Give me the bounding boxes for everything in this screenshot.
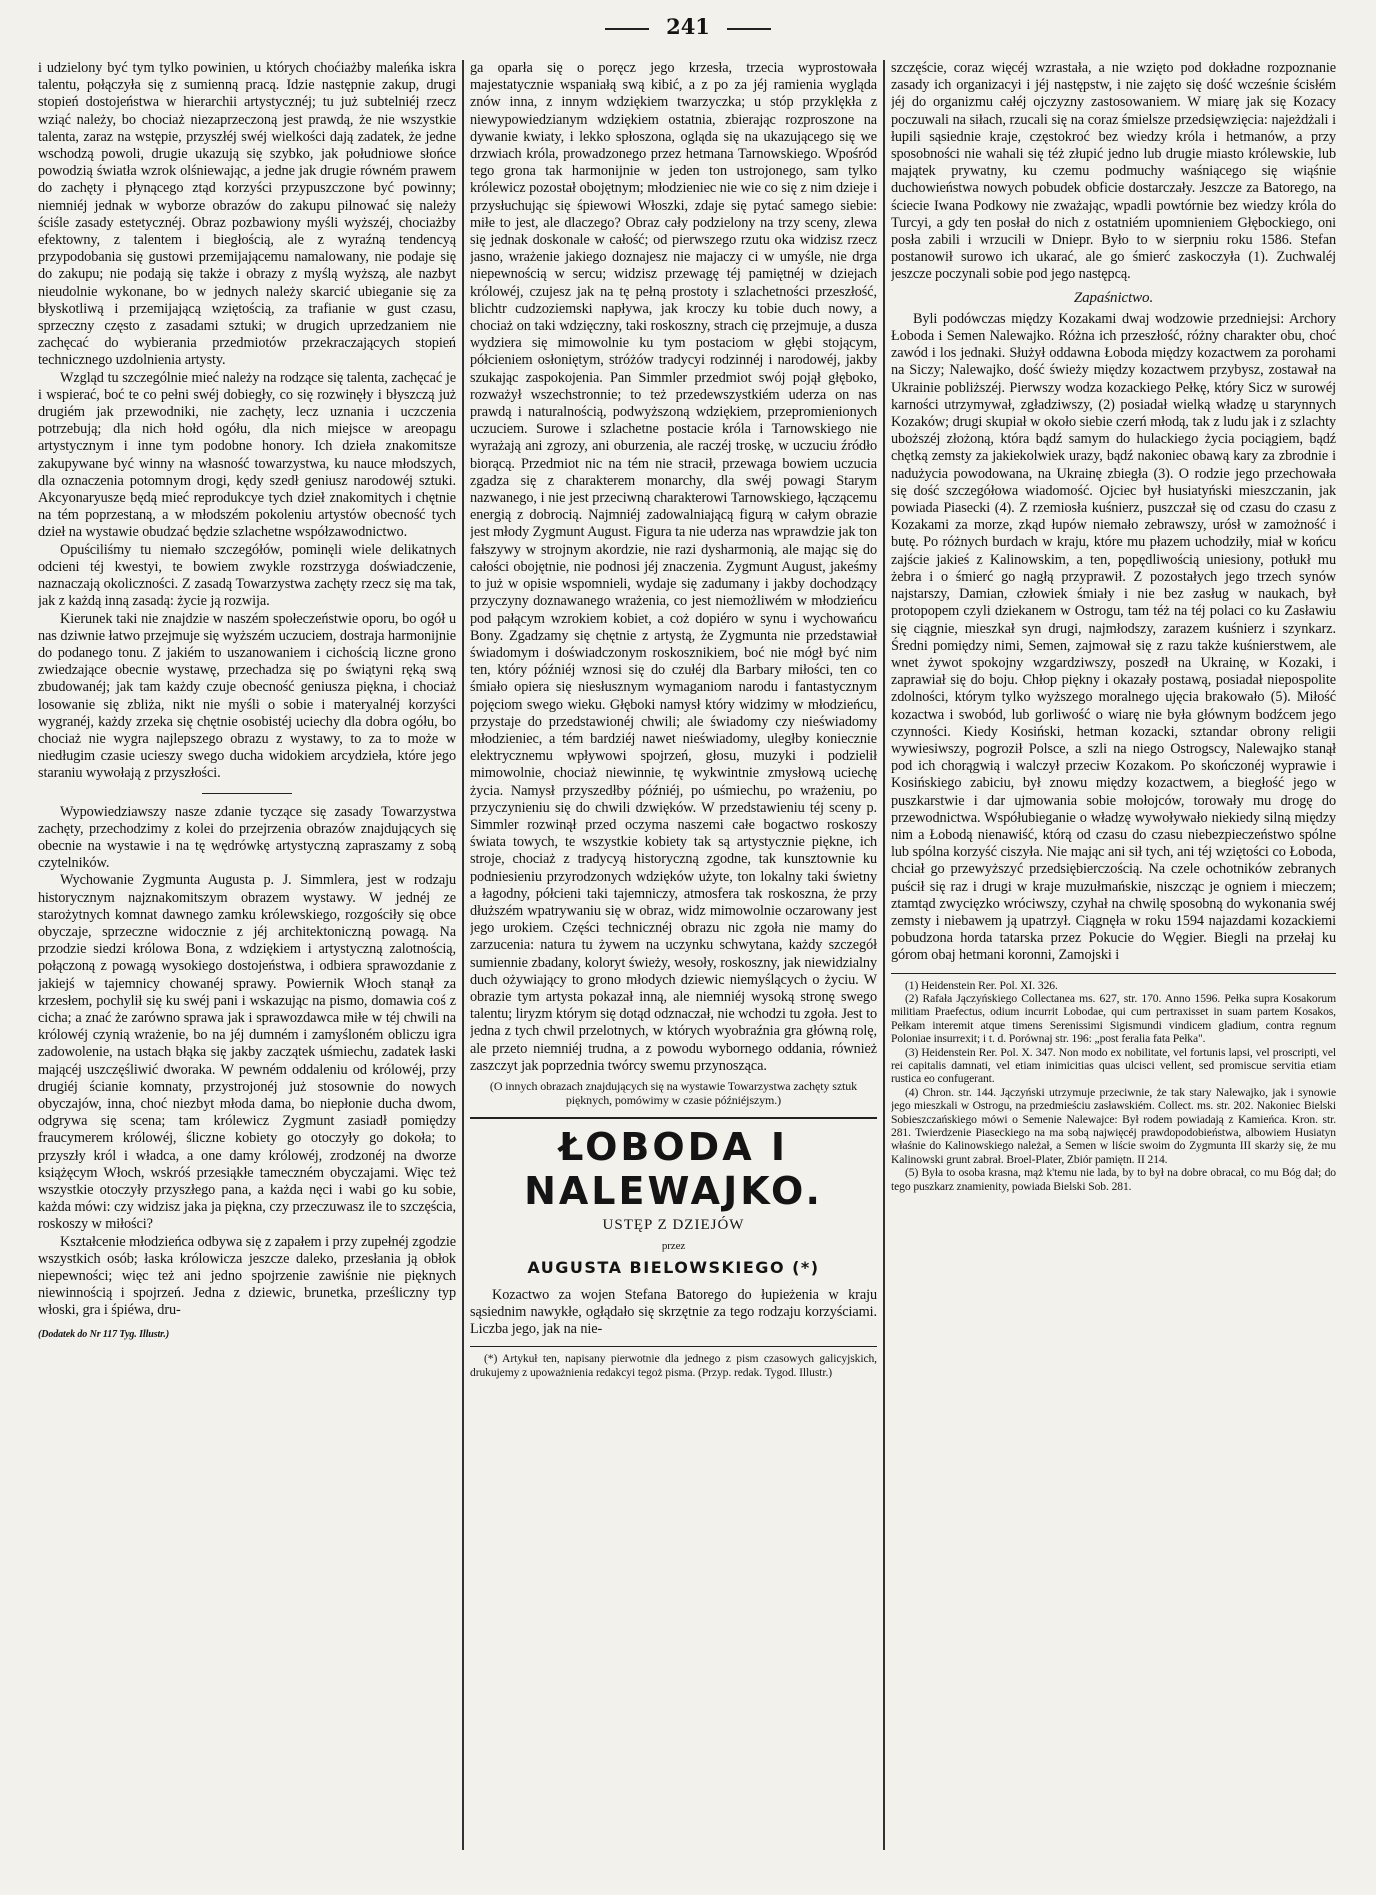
footnote: (3) Heidenstein Rer. Pol. X. 347. Non modo ex nobilitate, vel fortunis lapsi, vel proscripti, vel rei capitalis damnati, vel etiam inimicitias quas ulcisci vellent, sed promiscue servitia etiam rustica eo confugerant. [891, 1045, 1336, 1086]
paragraph: Wychowanie Zygmunta Augusta p. J. Simmlera, jest w rodzaju historycznym najznakomitszym obrazem wystawy. W jednéj ze starożytnych komnat dawnego zamku królewskiego, rozgościły się obce obyczaje, sprzeczne widocznie z jéj architektoniczną powagą. Na przodzie siedzi królowa Bona, z wdziękiem i artystyczną zalotnością, połączoną z powagą wysokiego dostojeństwa, i odbiera sprawozdanie z jakiejś w tajemnicy chowanéj sprawy. Powiernik Włoch stanął za krzesłem, pochylił się ku swéj pani i wskazując na pismo, domawia coś z cicha; a znać że zarówno sprawa jak i sprawozdawca miłe w téj chwili na królowéj czynią wrażenie, bo na jéj dumném i zamyśloném obliczu igra zadowolenie, na ustach błąka się jakby zaczątek uśmiechu, zadatek łaski mającéj uszczęśliwić dworaka. W pewném oddaleniu od królowéj, przy drugiéj ścianie komnaty, przystrojonéj już stosownie do nowych obyczajów, inna, choć niezbyt młoda dama, bo niepłonie ducha dwom, odgrywa się scena; tam królewicz Zygmunt zasiadł pomiędzy fraucymerem królowéj, śliczne kobiety go otoczyły go dokoła; to przyszły król i władca, a one damy królowéj, zrodzonéj na dworze książęcym Włoch, wskróś przesiąkłe tameczném obyczajami. Więc też wszystkie otoczyły przyszłego pana, a każda nęci i wabi go ku sobie, każda mówi: czy widzisz jaka ja piękna, czy przeczuwasz ile to szczęścia, roskoszy w miłości? [38, 872, 456, 1233]
column-1 [38, 60, 456, 1880]
section-subhead: Zapaśnictwo. [1073, 289, 1154, 306]
paragraph: Kształcenie młodzieńca odbywa się z zapałem i przy zupełnéj zgodzie wszystkich osób; łaska królowicza jeszcze daleko, przesłania ją obłok niepewności; więc też ani jedno spojrzenie zawiśnie nie pięknych niewinnością i spojrzeń. Jedna z dziewic, brunetka, prześliczny typ włoski, gra i śpiéwa, dru- [38, 1233, 456, 1319]
footnote: (5) Była to osoba krasna, mąż k'temu nie lada, by to był na dobre obracał, co mu Bóg dał; do tego puszkarz znamienity, powiada Bielski Sob. 281. [891, 1166, 1336, 1193]
article-subtitle: USTĘP Z DZIEJÓW [602, 1216, 745, 1233]
column-2 [470, 60, 877, 1880]
footnote-rule [470, 1346, 877, 1347]
supplement-note: (Dodatek do Nr 117 Tyg. Illustr.) [38, 1328, 170, 1340]
footnote: (*) Artykuł ten, napisany pierwotnie dla jednego z pism czasowych galicyjskich, drukujemy z upoważnienia redakcyi tegoż pisma. (Przyp. redak. Tygod. Illustr.) [470, 1352, 877, 1379]
paragraph: Wypowiedziawszy nasze zdanie tyczące się zasady Towarzystwa zachęty, przechodzimy z kolei do przejrzenia obrazów znajdujących się obecnie na wystawie i na tę wędrówkę artystyczną zapraszamy z sobą czytelników. [38, 803, 456, 872]
column-3 [891, 60, 1336, 1880]
page-number-rule-right [727, 28, 771, 30]
paragraph: Wzgląd tu szczególnie mieć należy na rodzące się talenta, zachęcać je i wspierać, boć te co pełni swéj dobiegły, co się rozwinęły i błyszczą już drugiém jak przewodniki, nie zachęty, lecz uznania i uczczenia potrzebują; dla nich hołd ogółu, dla nich miejsce w areopagu artystycznym i inne tym podobne honory. Ich dzieła znakomitsze zakupywane być winny na własność towarzystwa, ku nauce młodszych, dla oznaczenia potomnym drogi, kędy szedł geniusz narodowéj sztuki. Akcyonaryusze będą mieć reprodukcye tych dzieł znakomitych i chętnie na tém poprzestaną, a w młodszém pokoleniu artystów obecność tych dzieł na wystawie obudzać będzie szlachetne współzawodnictwo. [38, 369, 456, 541]
column-divider-1 [462, 60, 464, 1850]
footnote: (2) Rafała Jączyńskiego Collectanea ms. 627, str. 170. Anno 1596. Pełka supra Kosakorum militiam Praefectus, odium incurrit Lobodae, qui cum pertraxisset in suam partem Kosakos, Pełkam interemit atque timens Serenissimi Sigismundi vindicem gladium, contra regnum Poloniae insurrexit; i t. d. Porównaj str. 196: „post feralia fata Pełka". [891, 991, 1336, 1046]
article-byline-przez: przez [661, 1240, 686, 1253]
paragraph: i udzielony być tym tylko powinien, u których choćiażby maleńka iskra talentu, połączyła się z sumienną pracą. Idzie następnie zakup, drugi stopień dostojeństwa w hierarchii artystycznéj; tu już subtelniéj rzecz wziąć należy, bo chociaż niezaprzeczoną jest prawdą, że nie wszystkie talenta, zaraz na wstępie, przyszłéj swéj wielkości dają zadatek, że jedne wschodzą powoli, drugie ukazują się szybko, jak południowe słońce powodzią światła wzrok olśniewając, a jedne jak drugie równém prawem do zachęty i płynącego ztąd korzyści przypuszczone być powinny; niemniéj jednak w wyborze obrazów do zakupu pilnować się należy ściśle zasady estetycznéj. Obraz pozbawiony myśli wyższéj, chociażby efektowny, z talentem i biegłością, ale z wyraźną tendencyą przypodobania się gustowi przemijającemu namalowany, nie podaje się do zakupu; nie podają się także i obrazy z myślą wyższą, ale nazbyt nieudolnie wykonane, bo w jednych należy skarcić ubieganie się za błyskotliwą i przemijającą wziętością, za trafianie w gust czasu, sprzeczny często z zasadami sztuki; w drugich uprzedzaniem nie zachęcać do wybierania przedmiotów przekraczających stopień technicznego uzdolnienia artysty. [38, 60, 456, 369]
paragraph: Opuściliśmy tu niemało szczegółów, pominęli wiele delikatnych odcieni téj kwestyi, te bowiem zwykle rozstrzyga doświadczenie, naznaczają okoliczności. Z zasadą Towarzystwa zachęty rzecz się ma tak, jak z każdą inną zasadą: życie ją rozwija. [38, 541, 456, 610]
article-headline: ŁOBODA I NALEWAJKO. [470, 1117, 877, 1213]
page-number [0, 14, 1376, 39]
footnote-rule [891, 973, 1336, 974]
column-divider-2 [883, 60, 885, 1850]
footnote: (1) Heidenstein Rer. Pol. XI. 326. [905, 978, 1058, 992]
footnote: (4) Chron. str. 144. Jączyński utrzymuje przeciwnie, że tak stary Nalewajko, jak i synowie jego mieszkali w Ostrogu, na przedmieściu zasławskiém. Collect. ms. str. 202. Nakoniec Bielski Sobieszczańskiego mówi o Semenie Nalewajce: Był rodem powiadają z Kamieńca. Kron. str. 281. Twierdzenie Piaseckiego na ma sobą najwięcéj prawdopodobieństwa, albowiem Husiatyn właśnie do Kalinowskiego należał, a Semen w liście swoim do Zygmunta III skarży się, że mu Kalinowski grunt zabrał. Broel-Plater, Zbiór pamiętn. II 214. [891, 1085, 1336, 1166]
section-divider [202, 793, 292, 794]
paragraph: Byli podówczas między Kozakami dwaj wodzowie przedniejsi: Archory Łoboda i Semen Nalewajko. Różna ich przeszłość, różny charakter obu, choć zawód i los jednaki. Służył oddawna Łoboda między kozactwem za porohami na Siczy; Nalewajko, dość świeży między kozactwem przybysz, zostawał na Ukrainie pobliższéj. Pierwszy wodza kozackiego Pełkę, który Sicz w surowéj karności utrzymywał, zgładziwszy, (2) posiadał wielką władzę u starynnych Kozaków; drugi skupiał w około siebie czerń młodą, tak z ludu jak i z szlachty uboższéj złożoną, która bądź samym do hulackiego życia pociągiem, bądź chętką zemsty za jakiekolwiek urazy, bądź nakoniec obawą kary za zbrodnie i nadużycia powodowana, na Ukrainę zbiegła (3). O rodzie jego przechowała się dość szczegółowa wiadomość. Ojciec był husiatyński mieszczanin, jak powiada Piasecki (4). Z rzemiosła kuśnierz, puszczał się od czasu do czasu z Kozakami za morze, zkąd łupów niemało zebrawszy, urósł w zamożność i butę. Po różnych burdach w kraju, które mu płazem uchodziły, miał w końcu zajście jakieś z Kalinowskim, a ten, popędliwością uniesiony, potłukł mu żebra i o śmierć go nagłą przyprawił. Z pozostałych jego trzech synów najstarszy, Damian, człowiek śmiały i nie bez zasług w naukach, był protopopem czyli dziekanem w Ostrogu, tam téż na téj polaci co ku Zasławiu się ciągnie, mieszkał syn drugi, najmłodszy, zarazem kuśnierz i szynkarz. Średni pomiędzy nimi, Semen, zajmował się z razu także kuśnierstwem, ale wnet żywot spokojny wzgardziwszy, poszedł na Ukrainę, w Kozaki, i zaprawiał się do boju. Chłop piękny i okazały postawą, posiadał niepospolite zdolności, którym tylko wyższego moralnego ujęcia brakowało (5). Miłość kozactwa i swobód, lub gorliwość o wiarę nie była głównym bodźcem jego czynności. Kiedy Kosiński, hetman kozacki, sztandar obrony religii wywiesiwszy, pogroził Polsce, a szli na niego Ostrogscy, Nalewajko stanął pod ich chorągwią i walczył przeciw Kozakom. Po skończonéj wyprawie i Kosińskiego zabiciu, był znowu między kozactwem, a biegłość jego w puszkarstwie i dar ujmowania sobie mołojców, torowały mu drogę do przewodnictwa. Współubieganie o władzę wywoływało niekiedy silną między nim a Łobodą nienawiść, którą od czasu do czasu niebezpieczeństwo spólne lub spólna korzyść ciszyła. Nie mając ani sił tych, ani téj wziętości co Łoboda, chciał go przewyższyć przedsiębierczością. Na czele ochotników zebranych puścił się raz i drugi w kraje muzułmańskie, niszcząc je ogniem i mieczem; ztamtąd zwycięzko wróciwszy, czyhał na chwilę sposobną do wykonania swéj zemsty i niebawem ją upatrzył. Ciągnęła w roku 1594 najazdami kozackiemi pobudzona horda tatarska przez Pokucie do Węgier. Biegli na przełaj ku górom obaj hetmani koronni, Zamojski i [891, 310, 1336, 964]
page-number-rule-left [605, 28, 649, 30]
article-author: AUGUSTA BIELOWSKIEGO (*) [527, 1258, 820, 1278]
paragraph: Kierunek taki nie znajdzie w naszém społeczeństwie oporu, bo ogół u nas dziwnie łatwo przejmuje się wyższém uczuciem, dostraja harmonijnie do podanego tonu. Z jakiém to uszanowaniem i cichością liczne grono zwiedzające obecnie wystawę, przechadza się po świątyni ręką swą zbudowanéj; jak tam każdy czuje obecność geniusza piękna, i chociaż losowanie się zbliża, nikt nie myśli o sobie i materyalnéj korzyści wygranéj, każdy zrzeka się chętnie osobistéj uciechy dla dobra ogółu, bo chociaż nie wygra najlepszego obrazu z wystawy, to za to może w niedługim czasie ucieszy swego ducha widokiem arcydzieła, które jego staraniu wywołają z przyszłości. [38, 610, 456, 782]
paragraph: ga oparła się o poręcz jego krzesła, trzecia wyprostowała majestatycznie wspaniałą swą kibić, a z po za jéj ramienia wygląda znów inna, z innym wdziękiem twarzyczka; u stóp przyklękła z niewypowiedzianym wdziękiem ostatnia, zbierając rozproszone na dywanie kwiaty, i lekko spłoszona, ogląda się na ukazującego się we drzwiach króla, prowadzonego przez hetmana Tarnowskiego. Wpośród tego grona tak harmonijnie w jeden ton ustrojonego, sam tylko królewicz pozostał obojętnym; młodzieniec nie wie co się z nim dzieje i przysłuchując się śpiewowi Włoszki, zdaje się pytać samego siebie: miłe to jest, ale dlaczego? Obraz cały podzielony na trzy sceny, zlewa się jednak doskonale w całość; od pierwszego rzutu oka widzisz rzecz jasno, wrażenie jakiego doznajesz nie majaczy ci w umyśle, nie drga niepewnością w sercu; widzisz przewagę téj pamiętnéj w dziejach królowéj, czujesz jak na tę pełną prostoty i szlachetności przeszłość, blichtr cudzoziemski napływa, jak kroczy ku tobie duch nowy, a chociaż on taki wdzięczny, taki roskoszny, strach cię przejmuje, a dusza wydziera się mimowolnie ku tym postaciom w głębi stojącym, półcieniem osłoniętym, stróżów tradycyi rodzinnéj i narodowéj, jakby szukając zaspokojenia. Pan Simmler przedmiot swój pojął głęboko, rozważył wszechstronnie; to też przedewszystkiém uderza on nas prawdą i naturalnością, podwyższoną wdziękiem, przepromienionych uczuciem. Surowe i szlachetne postacie króla i Tarnowskiego nie wyrażają ani zgrozy, ani oburzenia, ale raczéj troskę, w uczuciu źródło biorącą. Przedmiot nic na tém nie stracił, przewaga bowiem uczucia zgadza się z charakterem monarchy, dla swéj powagi Starym nazwanego, i nie jest przeciwną charakterowi Tarnowskiego, łączącemu energią z dobrocią. Najmniéj zadowalniającą figurą w całym obrazie jest młody Zygmunt August. Figura ta nie uderza nas wprawdzie jak ton fałszywy w strojnym akordzie, nie razi dysharmonią, ale mając się do całości obojętnie, nie podnosi jéj znaczenia. Zygmunt August, jakeśmy to już w opisie wspomnieli, wydaje się zadumany i jakby dochodzący przyczyny doznawanego wrażenia, co jest niemożliwém w młodzieńcu pod pałącym wzrokiem kobiet, a coż dopiéro w synu i wychowańcu Bony. Zgadzamy się chętnie z artystą, że Zygmunta nie przedstawiał świadomym i doświadczonym roskosznikiem, boć nie mógł być nim ten, który późniéj wznosi się do czułéj dla Barbary miłości, ten co śmiało opiera się niesłusznym wymaganiom narodu i fantastycznym pojęciom swego wieku. Głęboki namysł który widzimy w młodzieńcu, przystaje do przedstawionéj chwili; ale świadomy czy nieświadomy młodzieniec, a tém bardziéj nawet nieświadomy, uległby koniecznie elektrycznemu wpływowi spojrzeń, głosu, muzyki i podzielił mimowolnie, chociaż niewinnie, tę wykwintnie zmysłową uciechę życia. Namysł przyszedłby późniéj, po uśmiechu, po wrażeniu, po przyczynieniu się do chwili dzwięków. W przedstawieniu téj sceny p. Simmler rozwinął przed oczyma naszemi całe bogactwo roskoszy świata towych, te wszystkie kobiety tak są artystycznie piękne, ich stroje, chociaż z tradycyą historyczną zgodne, tak kunsztownie ku podniesieniu przyrodzonych wdzięków użyte, ton lokalny taki świetny a łagodny, półcieni taki tajemniczy, atmosfera tak roskoszna, że przy dłuższém wpatrywaniu się w obraz, widz mimowolnie oczarowany jest jego urokiem. Części technicznéj obrazu nic zgoła nie mamy do zarzucenia: natura tu żywem na uczynku schwytana, każdy szczegół sumiennie zbadany, koloryt świeży, wesoły, roskoszny, jak niewidzialny duch ożywiający to grono młodych dziewic niemyślących o życiu. W obrazie tym artysta pokazał inną, ale niemniéj wysoką stronę swego talentu; liryzm którym się dotąd odznaczał, nie wchodzi tu zgoła. Jest to jedna z tych chwil przelotnych, w których wyobraźnia gra główną rolę, ale przeto niemniéj trudna, a z powodu wybornego oddania, również zaszczyt jak poprzednia twórcy swemu przynosząca. [470, 60, 877, 1074]
paragraph: Kozactwo za wojen Stefana Batorego do łupieżenia w kraju sąsiednim nawykłe, ogłądało się skrzętnie za tego rodzaju korzyściami. Liczba jego, jak na nie- [470, 1286, 877, 1337]
editorial-aside: (O innych obrazach znajdujących się na wystawie Towarzystwa zachęty sztuk pięknych, pomówimy w czasie późniéjszym.) [489, 1078, 858, 1107]
page-number-text: 241 [666, 14, 710, 39]
paragraph: szczęście, coraz więcéj wzrastała, a nie wzięto pod dokładne rozpoznanie zasady ich organizacyi i jéj następstw, i nie zajęto się dość wcześnie ścisłém jéj do organizmu całéj ojczyzny zastosowaniem. W miarę jak się Kozacy poczuwali na siłach, rzucali się na coraz śmielsze przedsięwzięcia: najeżdżali i łupili sąsiednie kraje, częstokroć bez wiedzy króla i hetmanów, a przy sposobności nie wahali się téż złupić jedno lub drugie miasto królewskie, lub majątek prywatny, ku czemu podmuchy waśniącego się wiąśnie duchowieństwa nowych pobudek obficie dostarczały. Jeszcze za Batorego, na ściecie Iwana Podkowy nie zważając, wpadli powtórnie bez wiedzy króla do Turcyi, a gdy ten posłał do nich z ostatniém upomnieniem Głębockiego, oni posła zabili i wrzucili w Dniepr. Było to w sierpniu roku 1586. Stefan postanowił surowo ich ukarać, ale go śmierć zaskoczyła (1). Zuchwaléj jeszcze poczynali sobie pod jego następcą. [891, 60, 1336, 283]
